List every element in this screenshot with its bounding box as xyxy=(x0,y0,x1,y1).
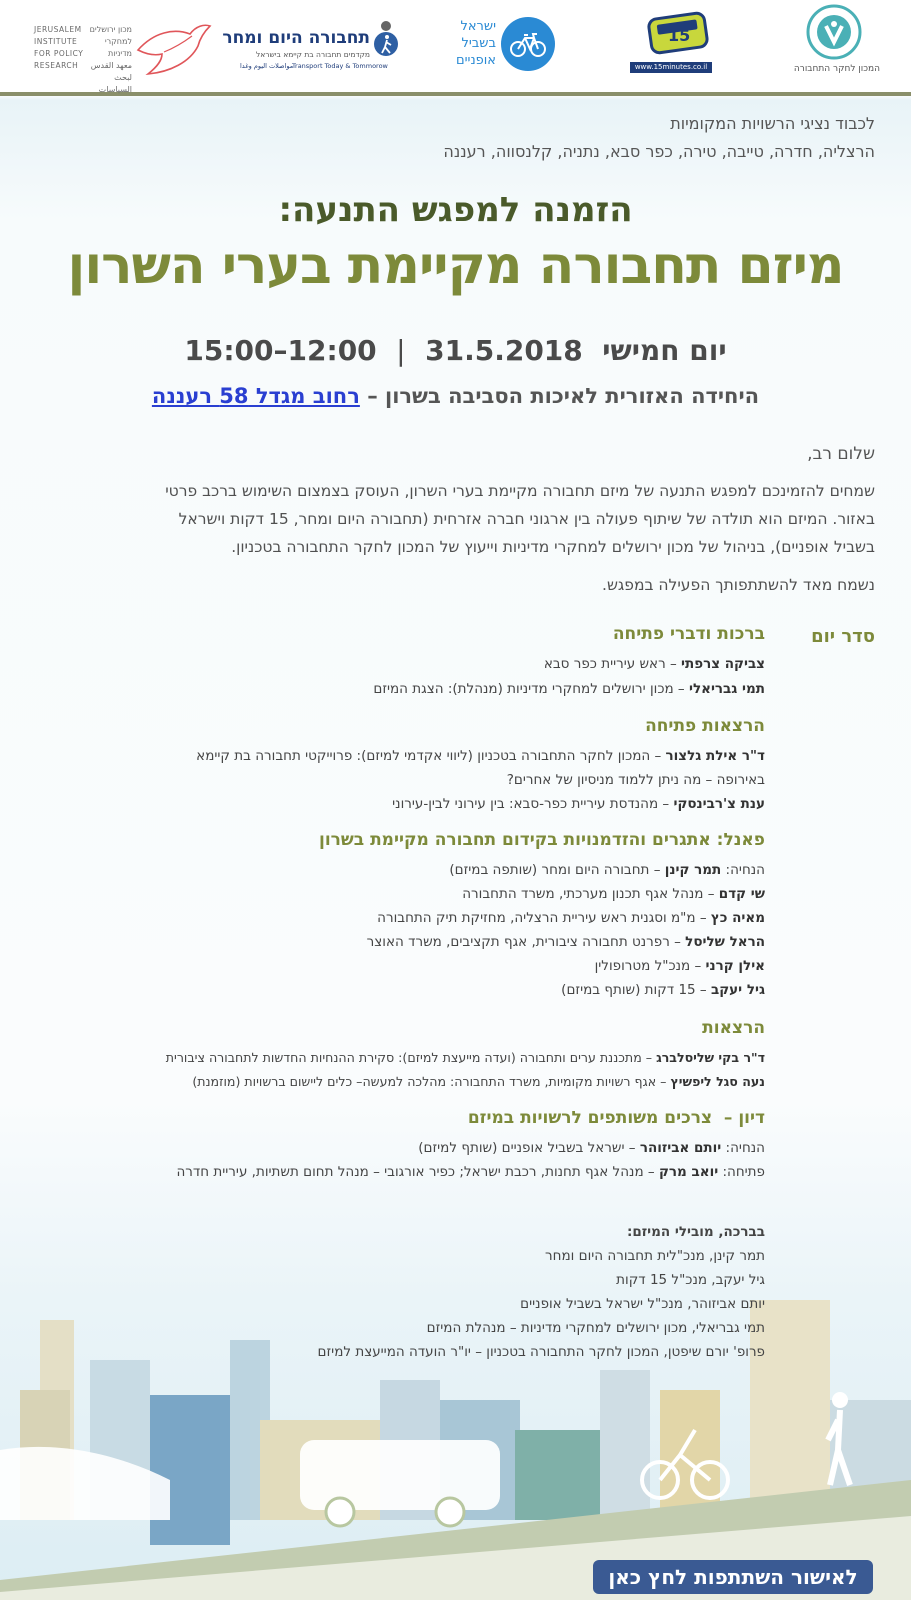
closing-line: נשמח מאד להשתתפותך הפעילה במפגש. xyxy=(602,576,875,594)
logo-jerusalem-en-2: INSTITUTE xyxy=(34,37,78,46)
logo-institute-text: המכון לחקר התחבורה xyxy=(793,64,880,74)
bicycle-icon xyxy=(500,16,556,72)
logo-israel-bike[interactable] xyxy=(452,14,564,76)
agenda-item: אילן קרני – מנכ"ל מטרופולין xyxy=(594,958,765,974)
logo-jerusalem-en-4: RESEARCH xyxy=(34,61,79,70)
logo-transport-today[interactable] xyxy=(222,18,400,76)
rsvp-button-label: לאישור השתתפות לחץ כאן xyxy=(608,1565,858,1589)
agenda-item: נעה סגל ליפשיץ – אגף רשויות מקומיות, משרד התחבורה: מהלכה למעשה– כלים ליישום ברשויות (מוזמנת) xyxy=(192,1074,765,1089)
location-link[interactable]: רחוב מגדל 58 רעננה xyxy=(151,384,360,408)
agenda-label: סדר יום xyxy=(811,626,875,647)
agenda-item: גיל יעקב – 15 דקות (שותף במיזם) xyxy=(561,982,765,998)
signoff-heading: בברכה, מובילי המיזם: xyxy=(626,1224,765,1240)
event-date-line xyxy=(0,334,911,367)
agenda-item: פתיחה: יואב מרק – מנהל אגף תחנות, רכבת ישראל; כפיר אורגובי – מנהל תחום תשתיות, עיריית חדרה xyxy=(176,1164,765,1180)
greeting: שלום רב, xyxy=(807,444,875,464)
event-location xyxy=(0,384,911,408)
signoff-line: יותם אביזוהר, מנכ"ל ישראל בשביל אופניים xyxy=(520,1296,765,1312)
event-time: 12:00–15:00 xyxy=(184,334,377,367)
agenda-heading-5: דיון – צרכים משותפים לרשויות במיזם xyxy=(467,1108,765,1128)
page-title: מיזם תחבורה מקיימת בערי השרון xyxy=(67,236,844,296)
agenda-heading-1: ברכות ודברי פתיחה xyxy=(612,624,765,644)
dove-icon xyxy=(134,22,212,78)
intro-line-1: שמחים להזמינכם למפגש התנעה של מיזם תחבורה מקיימת בערי השרון, העוסק בצמצום השימוש ברכב פרטי xyxy=(165,482,875,500)
agenda-item: הנחיה: יותם אביזוהר – ישראל בשביל אופניים (שותף למיזם) xyxy=(418,1140,765,1156)
logo-jerusalem-en-1: JERUSALEM xyxy=(34,25,82,34)
event-day: יום חמישי xyxy=(602,334,727,367)
header-divider xyxy=(0,92,911,96)
signoff-line: תמר קינן, מנכ"לית תחבורה היום ומחר xyxy=(545,1248,765,1264)
logo-15-minutes[interactable] xyxy=(634,8,720,74)
intro-line-2: באזור. המיזם הוא תולדה של שיתוף פעולה בין ארגוני חברה אזרחית (תחבורה היום ומחר, 15 דקות וישראל xyxy=(178,510,875,528)
logo-jerusalem-ar-2: لبحث السياسات xyxy=(98,73,132,94)
logo-bike-text-3: אופניים xyxy=(456,53,496,68)
invitation-subtitle: הזמנה למפגש התנעה: xyxy=(278,190,633,230)
rsvp-button[interactable] xyxy=(593,1560,873,1594)
logo-bike-text-1: ישראל xyxy=(460,19,496,34)
signoff-line: תמי גבריאלי, מכון ירושלים למחקרי מדיניות – מנהלת המיזם xyxy=(426,1320,765,1336)
pedestrian-icon xyxy=(372,20,400,60)
logo-jerusalem-ar-1: معهد القدس xyxy=(90,61,132,70)
event-separator: | xyxy=(396,334,406,367)
location-prefix: היחידה האזורית לאיכות הסביבה בשרון – xyxy=(367,384,760,408)
intro-line-3: בשביל אופניים), בניהול של מכון ירושלים למחקרי מדיניות וייעוץ של המכון לחקר התחבורה בטכניון. xyxy=(231,538,875,556)
agenda-item: שי קדם – מנהל אגף תכנון מערכתי, משרד התחבורה xyxy=(462,886,765,902)
addressee-line-1: לכבוד נציגי הרשויות המקומיות xyxy=(670,114,875,133)
signoff-line: גיל יעקב, מנכ"ל 15 דקות xyxy=(616,1272,765,1288)
agenda-item: באירופה – מה ניתן ללמוד מניסיון של אחרים? xyxy=(506,772,765,788)
logo-bike-text-2: בשביל xyxy=(461,36,496,51)
logo-jerusalem-he-1: מכון ירושלים xyxy=(89,25,132,34)
agenda-item: הראל שליסל – רפרנט תחבורה ציבורית, אגף תקציבים, משרד האוצר xyxy=(366,934,765,950)
logo-jerusalem-he-2: למחקרי מדיניות xyxy=(104,37,132,58)
agenda-item: הנחיה: תמר קינן – תחבורה היום ומחר (שותפה במיזם) xyxy=(449,862,765,878)
agenda-item: ענת צ'רבינסקי – מהנדסת עיריית כפר-סבא: בין עירוני לבין-עירוני xyxy=(392,796,765,812)
signoff-line: פרופ' יורם שיפטן, המכון לחקר התחבורה בטכניון – יו"ר הועדה המייעצת למיזם xyxy=(317,1344,765,1360)
logo-transport-institute[interactable] xyxy=(790,4,880,76)
logo-15-number: 15 xyxy=(668,26,691,45)
institute-emblem-icon xyxy=(806,4,862,60)
logo-transport-ar: مواصلات اليوم وغدا xyxy=(240,62,294,70)
agenda-item: מאיה כץ – מ"מ וסגנית ראש עיריית הרצליה, מחזיקת תיק התחבורה xyxy=(377,910,765,926)
agenda-heading-2: הרצאות פתיחה xyxy=(645,716,765,736)
logo-transport-en: Transport Today & Tommorow xyxy=(292,62,388,70)
event-date: 31.5.2018 xyxy=(425,334,583,367)
addressee-line-2: הרצליה, חדרה, טייבה, טירה, כפר סבא, נתניה, קלנסווה, רעננה xyxy=(443,142,875,161)
logo-15-url: www.15minutes.co.il xyxy=(630,62,712,73)
logo-transport-title: תחבורה היום ומחר xyxy=(222,28,370,48)
agenda-item: ד"ר בקי שליסלברג – מתכננת ערים ותחבורה (ועדה מייעצת למיזם): סקירת ההנחיות החדשות לתחבורה ציבורית xyxy=(165,1050,765,1065)
agenda-item: תמי גבריאלי – מכון ירושלים למחקרי מדיניות (מנהלת): הצגת המיזם xyxy=(373,681,765,697)
agenda-heading-3: פאנל: אתגרים והזדמנויות בקידום תחבורה מקיימת בשרון xyxy=(318,830,765,850)
agenda-heading-4: הרצאות xyxy=(702,1018,765,1038)
logo-transport-sub: מקדמים תחבורה בת קיימא בישראל xyxy=(255,50,370,59)
logo-jerusalem-institute[interactable] xyxy=(30,20,215,94)
agenda-item: צביקה צרפתי – ראש עיריית כפר סבא xyxy=(543,656,765,672)
logo-jerusalem-en-3: FOR POLICY xyxy=(34,49,84,58)
agenda-item: ד"ר אילת גלצור – המכון לחקר התחבורה בטכניון (ליווי אקדמי למיזם): פרוייקטי תחבורה בת קיימא xyxy=(196,748,765,764)
